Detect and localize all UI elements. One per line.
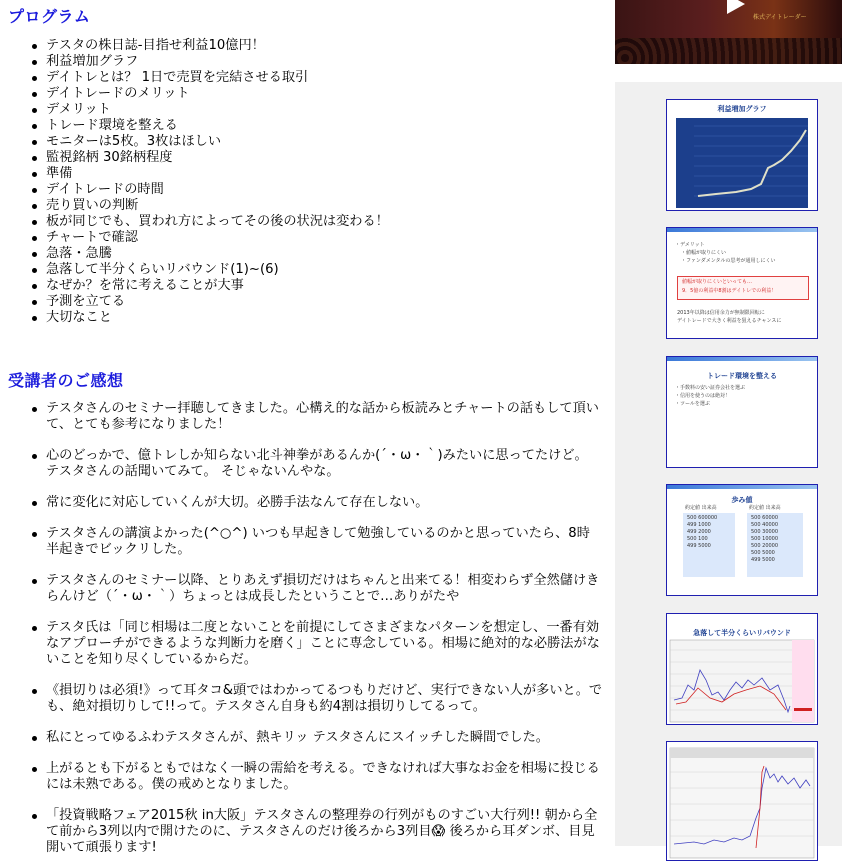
review-item [0, 808, 612, 856]
review-text-line: には未熟である。僕の戒めとなりました。 [46, 777, 297, 792]
review-item [0, 573, 612, 605]
review-item [0, 683, 612, 715]
rebound-chart-image [670, 640, 814, 722]
review-text-line: て、とても参考になりました！ [46, 417, 231, 432]
slide-text: ・手数料の安い証券会社を選ぶ [675, 385, 746, 391]
sidebar [615, 0, 842, 846]
slide-text: ・ファンダメンタルの思考が通用しにくい [681, 258, 776, 264]
review-item [0, 761, 612, 793]
slide-header-bar [667, 485, 817, 489]
table-row: 500 40000 [751, 522, 779, 528]
program-item: デイトレードのメリット [0, 86, 389, 102]
table-header: 約定値 出来高 [749, 505, 781, 511]
program-item: 急落・急騰 [0, 246, 389, 262]
slide-thumbnail-profit-graph[interactable] [666, 99, 818, 211]
program-item: 監視銘柄 30銘柄程度 [0, 150, 389, 166]
reviews-heading: 受講者のご感想 [8, 371, 124, 390]
program-list [0, 38, 389, 326]
program-item: トレード環境を整える [0, 118, 389, 134]
table-row: 500 60000 [751, 515, 779, 521]
program-item: デメリット [0, 102, 389, 118]
table-row: 500 30000 [751, 529, 779, 535]
review-text-line: なアプローチができるような判断力を磨く」ことに専念している。相場に絶対的な必勝法がな [46, 636, 600, 651]
review-item [0, 730, 612, 746]
program-item: デイトレとは？ 1日で売買を完結させる取引 [0, 70, 389, 86]
review-text-line: 「投資戦略フェア2015秋 in大阪」テスタさんの整理券の行列がものすごい大行列!! 朝から全 [46, 808, 598, 823]
review-text-line: らんけど（´・ω・｀）ちょっとは成長したということで…ありがたや [46, 589, 460, 604]
slide-text: ・デメリット [675, 242, 705, 248]
program-item: テスタの株日誌-目指せ利益10億円！ [0, 38, 389, 54]
slide-thumbnail-rebound-chart[interactable] [666, 613, 818, 725]
slide-text: ・ツールを選ぶ [675, 401, 710, 407]
review-text-line: 心のどっかで、億トレしか知らない北斗神拳があるんか(´・ω・｀)みたいに思ってたけど。 [46, 448, 588, 463]
program-item: なぜか？を常に考えることが大事 [0, 278, 389, 294]
review-text-line: テスタさんのセミナー以降、とりあえず損切だけはちゃんと出来てる！相変わらず全然儲けき [46, 573, 600, 588]
slide-title: 急落して半分くらいリバウンド [693, 629, 791, 637]
review-text-line: いことを知り尽くしているからだ。 [46, 652, 257, 667]
review-text-line: テスタさんのセミナー拝聴してきました。心構え的な話から板読みとチャートの話もして頂い [46, 401, 599, 416]
review-text-line: て前から3列以内で開けたのに、テスタさんのだけ後ろから3列目😱 後ろから耳ダンボ、目見 [46, 824, 595, 839]
program-item: 予測を立てる [0, 294, 389, 310]
program-item: モニターは5枚。3枚はほしい [0, 134, 389, 150]
slide-title: 利益増加グラフ [717, 105, 767, 113]
review-text-line: 上がるとも下がるともではなく一瞬の需給を考える。できなければ大事なお金を相場に投じる [46, 761, 600, 776]
stage-banner: 株式デイトレーダー [753, 14, 807, 21]
review-text-line: テスタさんの講演よかった(^○^) いつも早起きして勉強しているのかと思っていたら、8時 [46, 526, 590, 541]
reviews-list [0, 401, 612, 856]
review-text-line: テスタ氏は「同じ相場は二度とないことを前提にしてさまざまなパターンを想定し、一番有効 [46, 620, 600, 635]
slide-text: 9．5億の利益中8割はデイトレでの利益！ [682, 288, 777, 294]
review-text-line: テスタさんの話聞いてみて。 そじゃないんやな。 [46, 464, 340, 479]
slide-thumbnail-demerit[interactable] [666, 227, 818, 339]
surge-chart-image [670, 748, 814, 858]
table-row: 500 5000 [751, 550, 775, 556]
table-row: 500 600000 [687, 515, 718, 521]
slide-text: 値幅が取りにくいといっても… [682, 279, 753, 285]
play-icon[interactable] [727, 0, 745, 14]
program-heading: プログラム [8, 7, 91, 26]
table-row: 500 10000 [751, 536, 779, 542]
program-item: 急落して半分くらいリバウンド(1)~(6) [0, 262, 389, 278]
table-row: 500 20000 [751, 543, 779, 549]
profit-graph-image [676, 118, 808, 208]
table-row: 500 100 [687, 536, 708, 542]
program-item: デイトレードの時間 [0, 182, 389, 198]
slide-text: デイトレードで大きく利益を狙えるチャンスに [677, 318, 782, 324]
program-item: チャートで確認 [0, 230, 389, 246]
slide-text: ・信用を使うのは絶対！ [675, 393, 731, 399]
review-text-line: 半起きでビックリした。 [46, 542, 191, 557]
slide-header-bar [667, 228, 817, 232]
slide-thumbnail-trade-environment[interactable] [666, 356, 818, 468]
slide-thumbnail-time-and-sales[interactable] [666, 484, 818, 596]
review-item [0, 401, 612, 433]
slide-text: 2013年以降は信用余力が無制限回転に [677, 310, 765, 316]
slide-title: 歩み値 [731, 496, 753, 504]
table-row: 499 2000 [687, 529, 711, 535]
table-row: 499 5000 [687, 543, 711, 549]
seminar-video[interactable] [615, 0, 842, 64]
program-item: 利益増加グラフ [0, 54, 389, 70]
review-item [0, 620, 612, 668]
program-item: 売り買いの判断 [0, 198, 389, 214]
review-text-line: 開いて頑張ります! [46, 840, 157, 855]
table-row: 499 5000 [751, 557, 775, 563]
table-row: 499 1000 [687, 522, 711, 528]
review-text-line: も、絶対損切りして!!って。テスタさん自身も約4割は損切りしてるって。 [46, 699, 486, 714]
time-sales-table-right [747, 505, 803, 577]
review-item [0, 448, 612, 480]
callout-box [677, 276, 809, 300]
slide-header-bar [667, 357, 817, 361]
slide-text: ・値幅が取りにくい [681, 250, 727, 256]
program-item: 大切なこと [0, 310, 389, 326]
program-item: 準備 [0, 166, 389, 182]
review-item [0, 495, 612, 511]
review-text-line: 《損切りは必須!》って耳タコ&頭ではわかってるつもりだけど、実行できない人が多いと。で [46, 683, 603, 698]
review-text-line: 常に変化に対応していくんが大切。必勝手法なんて存在しない。 [46, 495, 429, 510]
review-text-line: 私にとってゆるふわテスタさんが、熱キリッ テスタさんにスイッチした瞬間でした。 [46, 730, 549, 745]
slide-title: トレード環境を整える [707, 372, 777, 380]
time-sales-table-left [683, 505, 735, 577]
slide-thumbnail-surge-chart[interactable] [666, 741, 818, 861]
program-item: 板が同じでも、買われ方によってその後の状況は変わる！ [0, 214, 389, 230]
review-item [0, 526, 612, 558]
table-header: 約定値 出来高 [685, 505, 717, 511]
